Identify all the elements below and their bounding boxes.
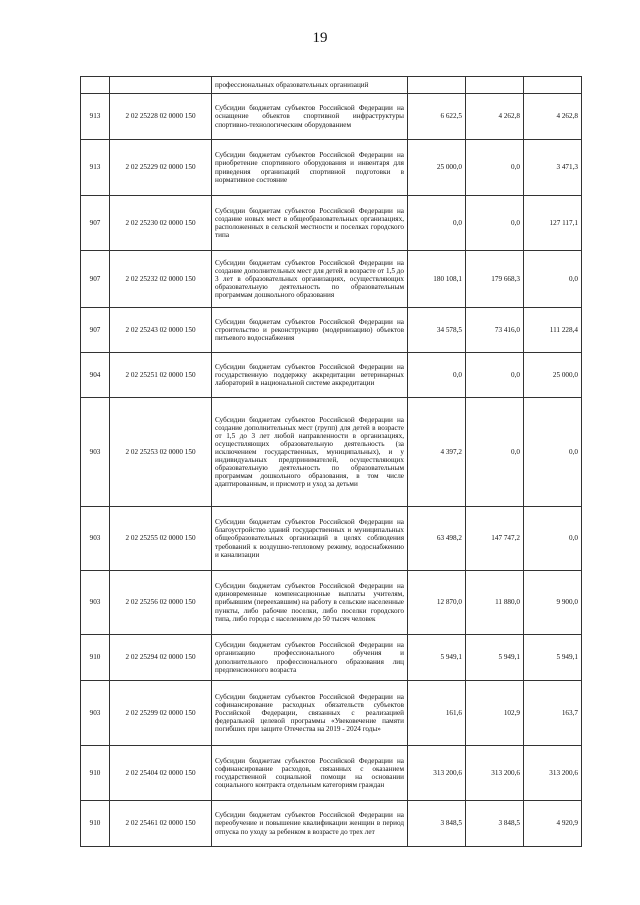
table-row	[81, 507, 582, 571]
admin-code-cell: 913	[81, 94, 110, 140]
amount-year-3-cell: 0,0	[524, 251, 582, 308]
amount-year-2-cell: 0,0	[466, 353, 524, 398]
table-row	[81, 571, 582, 635]
table-row	[81, 635, 582, 681]
admin-code-cell: 913	[81, 140, 110, 196]
amount-year-3-cell: 163,7	[524, 681, 582, 746]
table-row	[81, 398, 582, 507]
kbk-code-cell: 2 02 25404 02 0000 150	[110, 746, 212, 801]
revenue-name-cell: Субсидии бюджетам субъектов Российской Федерации на переобучение и повышение квалификации женщин в период отпуска по уходу за ребенком в возрасте до трех лет	[212, 801, 408, 847]
amount-year-3-cell: 127 117,1	[524, 196, 582, 251]
kbk-code-cell: 2 02 25228 02 0000 150	[110, 94, 212, 140]
admin-code-cell: 907	[81, 196, 110, 251]
revenue-name-cell: профессиональных образовательных организаций	[212, 77, 408, 94]
kbk-code-cell: 2 02 25230 02 0000 150	[110, 196, 212, 251]
kbk-code-cell: 2 02 25255 02 0000 150	[110, 507, 212, 571]
table-row	[81, 77, 582, 94]
table-row	[81, 196, 582, 251]
table-row	[81, 94, 582, 140]
amount-year-1-cell: 34 578,5	[408, 308, 466, 353]
amount-year-2-cell: 0,0	[466, 196, 524, 251]
admin-code-cell: 910	[81, 746, 110, 801]
admin-code-cell: 903	[81, 681, 110, 746]
amount-year-3-cell	[524, 77, 582, 94]
amount-year-2-cell: 0,0	[466, 140, 524, 196]
amount-year-1-cell: 161,6	[408, 681, 466, 746]
revenue-name-cell: Субсидии бюджетам субъектов Российской Федерации на создание дополнительных мест для детей в возрасте от 1,5 до 3 лет в образовательных организациях, осуществляющих образовательную деятельность по образовательным программам дошкольного образования	[212, 251, 408, 308]
amount-year-1-cell: 4 397,2	[408, 398, 466, 507]
amount-year-1-cell: 180 108,1	[408, 251, 466, 308]
admin-code-cell: 907	[81, 308, 110, 353]
amount-year-3-cell: 313 200,6	[524, 746, 582, 801]
amount-year-3-cell: 3 471,3	[524, 140, 582, 196]
kbk-code-cell: 2 02 25299 02 0000 150	[110, 681, 212, 746]
revenue-name-cell: Субсидии бюджетам субъектов Российской Федерации на строительство и реконструкцию (модернизацию) объектов питьевого водоснабжения	[212, 308, 408, 353]
revenue-name-cell: Субсидии бюджетам субъектов Российской Федерации на благоустройство зданий государственных и муниципальных общеобразовательных организаций в целях соблюдения требований к воздушно-тепловому режиму, водоснабжению и канализации	[212, 507, 408, 571]
amount-year-1-cell: 5 949,1	[408, 635, 466, 681]
table-row	[81, 251, 582, 308]
amount-year-3-cell: 0,0	[524, 398, 582, 507]
amount-year-1-cell: 25 000,0	[408, 140, 466, 196]
admin-code-cell: 903	[81, 398, 110, 507]
amount-year-2-cell: 147 747,2	[466, 507, 524, 571]
amount-year-1-cell: 6 622,5	[408, 94, 466, 140]
amount-year-3-cell: 5 949,1	[524, 635, 582, 681]
amount-year-2-cell: 102,9	[466, 681, 524, 746]
revenue-name-cell: Субсидии бюджетам субъектов Российской Федерации на оснащение объектов спортивной инфраструктуры спортивно-технологическим оборудованием	[212, 94, 408, 140]
amount-year-2-cell: 4 262,8	[466, 94, 524, 140]
page-number: 19	[312, 30, 328, 46]
amount-year-2-cell	[466, 77, 524, 94]
admin-code-cell: 903	[81, 507, 110, 571]
kbk-code-cell: 2 02 25251 02 0000 150	[110, 353, 212, 398]
amount-year-1-cell: 3 848,5	[408, 801, 466, 847]
amount-year-3-cell: 111 228,4	[524, 308, 582, 353]
admin-code-cell	[81, 77, 110, 94]
admin-code-cell: 904	[81, 353, 110, 398]
admin-code-cell: 903	[81, 571, 110, 635]
amount-year-2-cell: 73 416,0	[466, 308, 524, 353]
admin-code-cell: 910	[81, 801, 110, 847]
admin-code-cell: 907	[81, 251, 110, 308]
kbk-code-cell: 2 02 25229 02 0000 150	[110, 140, 212, 196]
admin-code-cell: 910	[81, 635, 110, 681]
table-row	[81, 681, 582, 746]
amount-year-2-cell: 179 668,3	[466, 251, 524, 308]
amount-year-2-cell: 313 200,6	[466, 746, 524, 801]
revenue-name-cell: Субсидии бюджетам субъектов Российской Федерации на государственную поддержку аккредитации ветеринарных лабораторий в национальной системе аккредитации	[212, 353, 408, 398]
kbk-code-cell: 2 02 25243 02 0000 150	[110, 308, 212, 353]
amount-year-2-cell: 0,0	[466, 398, 524, 507]
amount-year-1-cell: 0,0	[408, 353, 466, 398]
kbk-code-cell: 2 02 25232 02 0000 150	[110, 251, 212, 308]
amount-year-3-cell: 4 262,8	[524, 94, 582, 140]
table-row	[81, 140, 582, 196]
amount-year-1-cell: 313 200,6	[408, 746, 466, 801]
revenue-name-cell: Субсидии бюджетам субъектов Российской Федерации на софинансирование расходных обязательств субъектов Российской Федерации, связанных с реализацией федеральной целевой программы «Увековечение памяти погибших при защите Отечества на 2019 - 2024 годы»	[212, 681, 408, 746]
amount-year-2-cell: 5 949,1	[466, 635, 524, 681]
kbk-code-cell: 2 02 25461 02 0000 150	[110, 801, 212, 847]
budget-revenue-table	[80, 76, 582, 847]
amount-year-3-cell: 9 900,0	[524, 571, 582, 635]
amount-year-1-cell: 0,0	[408, 196, 466, 251]
revenue-name-cell: Субсидии бюджетам субъектов Российской Федерации на софинансирование расходов, связанных с оказанием государственной социальной помощи на основании социального контракта отдельным категориям граждан	[212, 746, 408, 801]
kbk-code-cell	[110, 77, 212, 94]
revenue-name-cell: Субсидии бюджетам субъектов Российской Федерации на создание новых мест в общеобразовательных организациях, расположенных в сельской местности и поселках городского типа	[212, 196, 408, 251]
amount-year-1-cell: 12 870,0	[408, 571, 466, 635]
amount-year-3-cell: 0,0	[524, 507, 582, 571]
amount-year-1-cell	[408, 77, 466, 94]
kbk-code-cell: 2 02 25256 02 0000 150	[110, 571, 212, 635]
table-row	[81, 308, 582, 353]
amount-year-3-cell: 25 000,0	[524, 353, 582, 398]
revenue-name-cell: Субсидии бюджетам субъектов Российской Федерации на приобретение спортивного оборудования и инвентаря для приведения организаций спортивной подготовки в нормативное состояние	[212, 140, 408, 196]
table-row	[81, 746, 582, 801]
amount-year-1-cell: 63 498,2	[408, 507, 466, 571]
revenue-name-cell: Субсидии бюджетам субъектов Российской Федерации на единовременные компенсационные выплаты учителям, прибывшим (переехавшим) на работу в сельские населенные пункты, либо рабочие поселки, либо поселки городского типа, либо города с населением до 50 тысяч человек	[212, 571, 408, 635]
amount-year-2-cell: 3 848,5	[466, 801, 524, 847]
table-row	[81, 353, 582, 398]
kbk-code-cell: 2 02 25253 02 0000 150	[110, 398, 212, 507]
amount-year-2-cell: 11 880,0	[466, 571, 524, 635]
amount-year-3-cell: 4 920,9	[524, 801, 582, 847]
revenue-name-cell: Субсидии бюджетам субъектов Российской Федерации на создание дополнительных мест (групп) для детей в возрасте от 1,5 до 3 лет любой направленности в организациях, осуществляющих образовательную деятельность (за исключением государственных, муниципальных), и у индивидуальных предпринимателей, осуществляющих образовательную деятельность по образовательным программам дошкольного образования, в том числе адаптированным, и присмотр и уход за детьми	[212, 398, 408, 507]
kbk-code-cell: 2 02 25294 02 0000 150	[110, 635, 212, 681]
table-row	[81, 801, 582, 847]
revenue-name-cell: Субсидии бюджетам субъектов Российской Федерации на организацию профессионального обучения и дополнительного профессионального образования лиц предпенсионного возраста	[212, 635, 408, 681]
